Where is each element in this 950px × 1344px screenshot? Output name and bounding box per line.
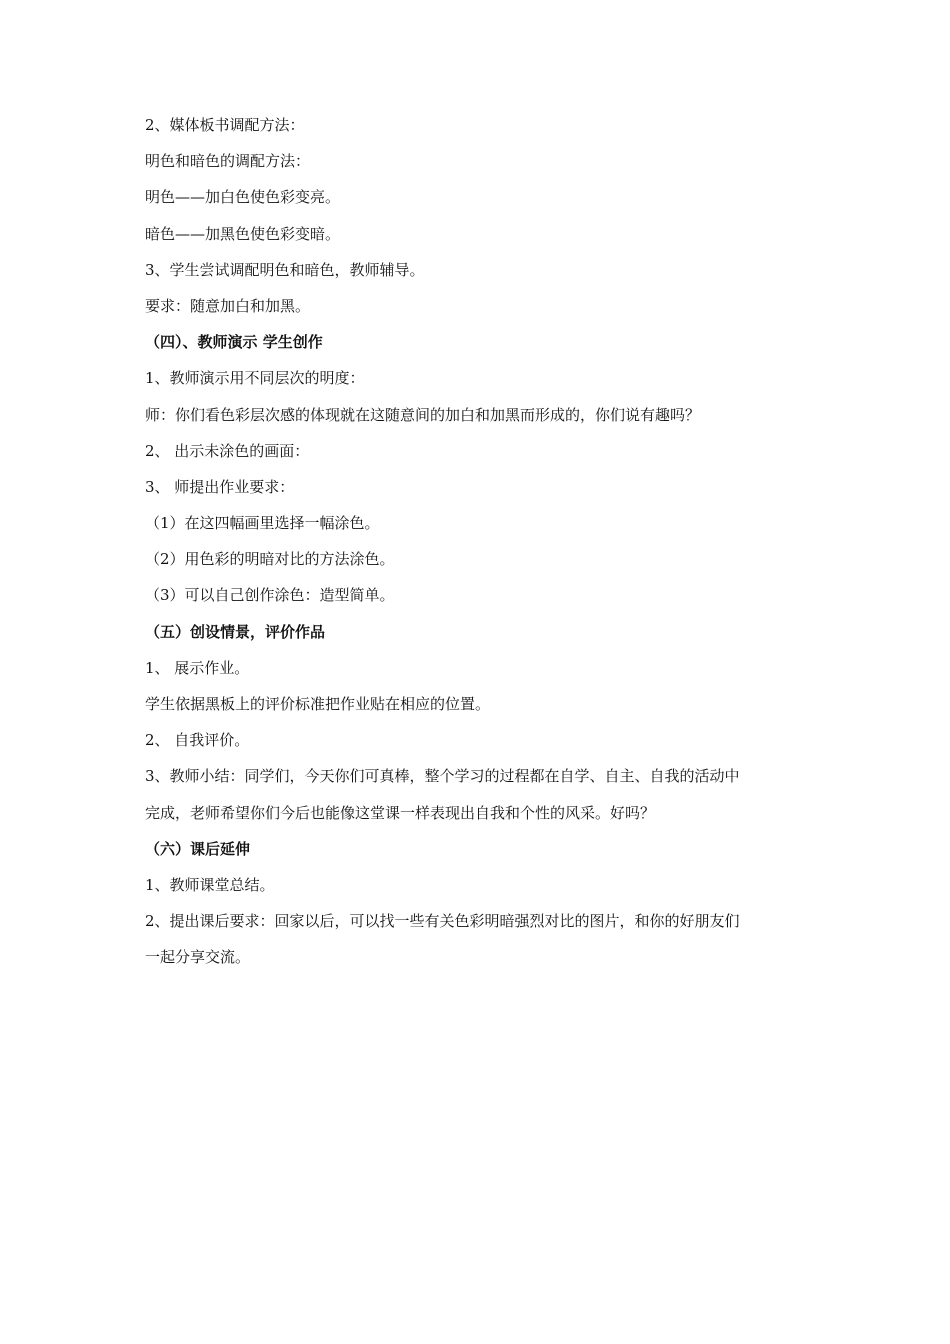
text-line: （3）可以自己创作涂色：造型简单。 (145, 586, 395, 605)
text-line: 学生依据黑板上的评价标准把作业贴在相应的位置。 (145, 695, 491, 713)
text-line: 要求：随意加白和加黑。 (145, 296, 311, 315)
text-line: 1、 展示作业。 (145, 658, 250, 677)
text-line: 1、教师演示用不同层次的明度： (145, 369, 365, 388)
section-heading: （五）创设情景，评价作品 (145, 622, 326, 641)
text-line: 暗色——加黑色使色彩变暗。 (145, 224, 341, 243)
text-line: 明色——加白色使色彩变亮。 (145, 188, 341, 207)
text-line: （1）在这四幅画里选择一幅涂色。 (145, 514, 380, 533)
text-line: 2、媒体板书调配方法： (145, 116, 305, 134)
text-line: 1、教师课堂总结。 (145, 875, 275, 894)
section-heading: （六）课后延伸 (145, 839, 251, 858)
text-line: 一起分享交流。 (145, 948, 251, 967)
text-line: 3、学生尝试调配明色和暗色，教师辅导。 (145, 260, 425, 279)
text-line: 3、教师小结：同学们，今天你们可真棒，整个学习的过程都在自学、自主、自我的活动中 (145, 767, 740, 786)
text-line: 2、 自我评价。 (145, 731, 250, 750)
document-body (145, 116, 815, 985)
text-line: 2、提出课后要求：回家以后，可以找一些有关色彩明暗强烈对比的图片，和你的好朋友们 (145, 912, 740, 931)
text-line: 3、 师提出作业要求： (145, 477, 295, 496)
text-line: 完成，老师希望你们今后也能像这堂课一样表现出自我和个性的风采。好吗？ (145, 803, 656, 822)
text-line: 明色和暗色的调配方法： (145, 152, 311, 171)
text-line: （2）用色彩的明暗对比的方法涂色。 (145, 550, 395, 569)
text-line: 师：你们看色彩层次感的体现就在这随意间的加白和加黑而形成的，你们说有趣吗？ (145, 405, 701, 424)
text-line: 2、 出示未涂色的画面： (145, 441, 310, 460)
section-heading: （四）、教师演示 学生创作 (145, 333, 323, 352)
